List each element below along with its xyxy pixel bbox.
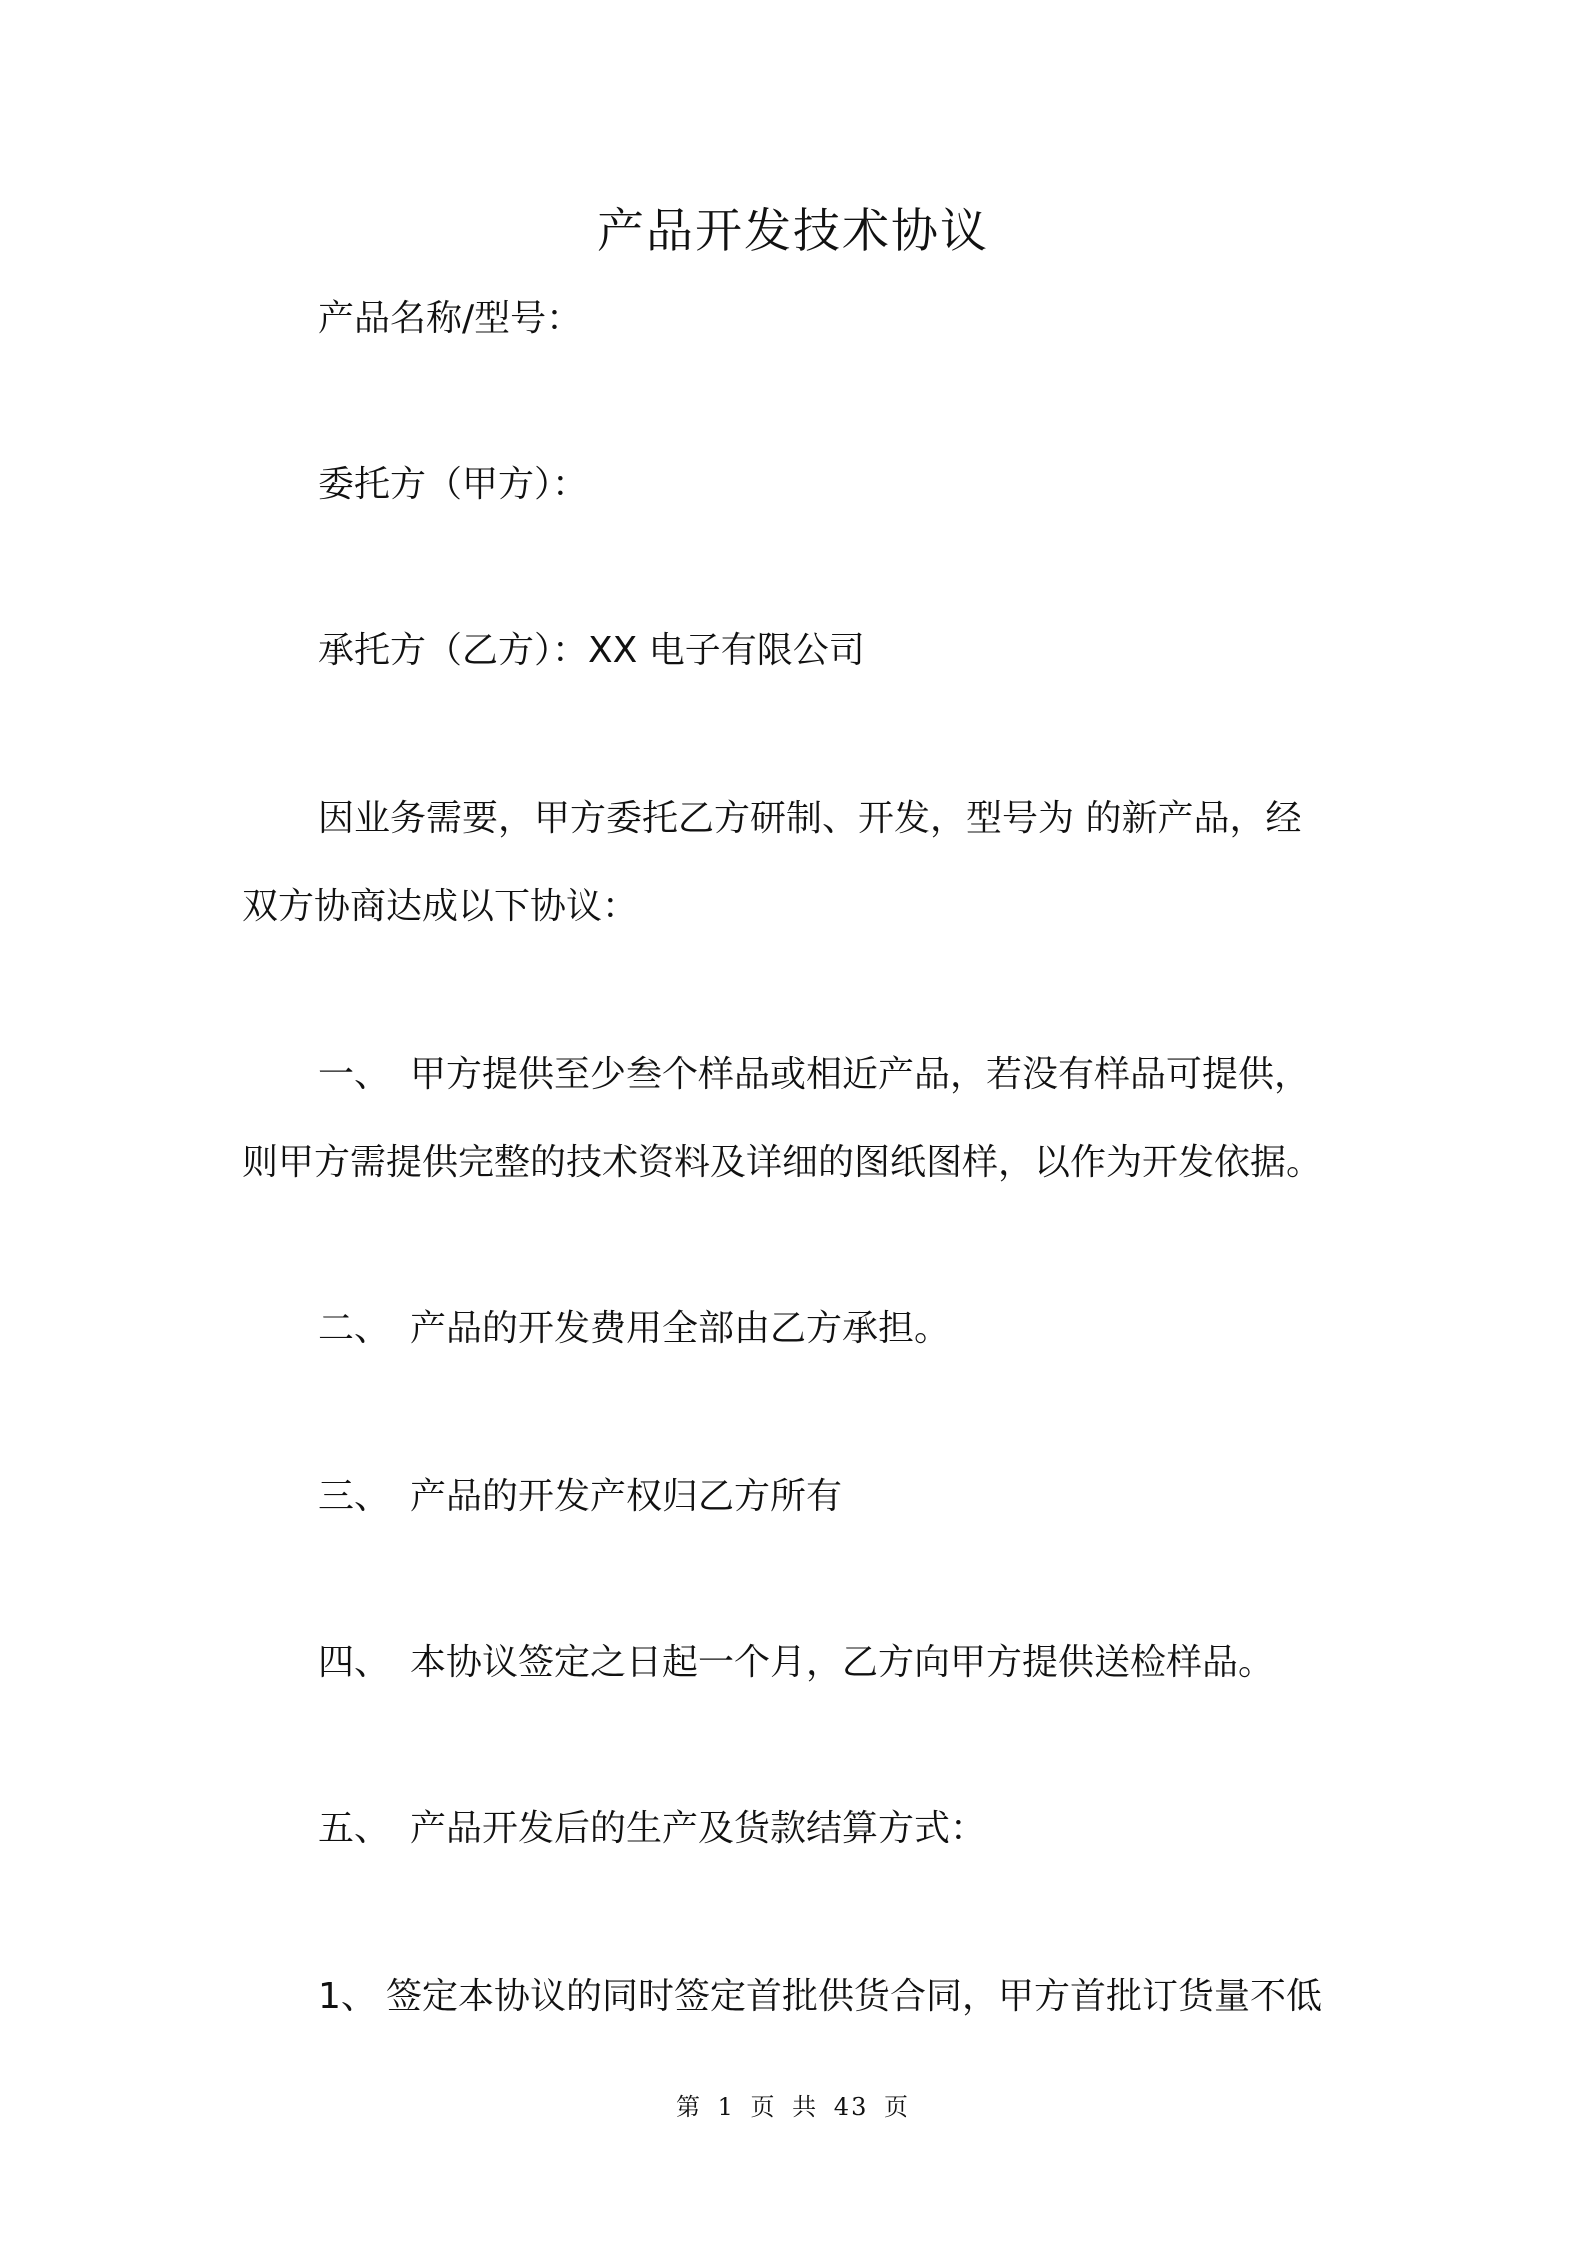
intro-paragraph-line-1: 因业务需要，甲方委托乙方研制、开发，型号为 的新产品，经 [318, 798, 1302, 839]
clause-number: 四、 [318, 1642, 391, 1683]
clause-number: 一、 [318, 1054, 391, 1095]
clause-text: 产品开发后的生产及货款结算方式： [410, 1808, 987, 1849]
clause-3 [318, 1474, 842, 1520]
clause-1-line-2: 则甲方需提供完整的技术资料及详细的图纸图样，以作为开发依据。 [242, 1142, 1323, 1183]
clause-5 [318, 1806, 986, 1852]
clause-number: 三、 [318, 1476, 391, 1517]
document-title: 产品开发技术协议 [597, 204, 989, 259]
sub-item-1 [318, 1974, 1322, 2020]
intro-paragraph-line-2: 双方协商达成以下协议： [242, 886, 639, 927]
clause-1-line-1 [318, 1052, 1310, 1098]
sub-item-number: 1、 [318, 1976, 377, 2017]
clause-text: 产品的开发产权归乙方所有 [410, 1476, 843, 1517]
page-footer: 第 1 页 共 43 页 [676, 2093, 910, 2121]
clause-text: 产品的开发费用全部由乙方承担。 [410, 1308, 951, 1349]
clause-number: 二、 [318, 1308, 391, 1349]
clause-text: 甲方提供至少叁个样品或相近产品，若没有样品可提供， [410, 1054, 1311, 1095]
sub-item-text: 签定本协议的同时签定首批供货合同，甲方首批订货量不低 [386, 1976, 1323, 2017]
client-label: 委托方（甲方）： [318, 464, 589, 505]
product-name-label: 产品名称/型号： [318, 298, 583, 339]
clause-number: 五、 [318, 1808, 391, 1849]
clause-2 [318, 1306, 950, 1352]
clause-text: 本协议签定之日起一个月，乙方向甲方提供送检样品。 [410, 1642, 1275, 1683]
contractor-label: 承托方（乙方）：XX 电子有限公司 [318, 630, 865, 671]
clause-4 [318, 1640, 1274, 1686]
